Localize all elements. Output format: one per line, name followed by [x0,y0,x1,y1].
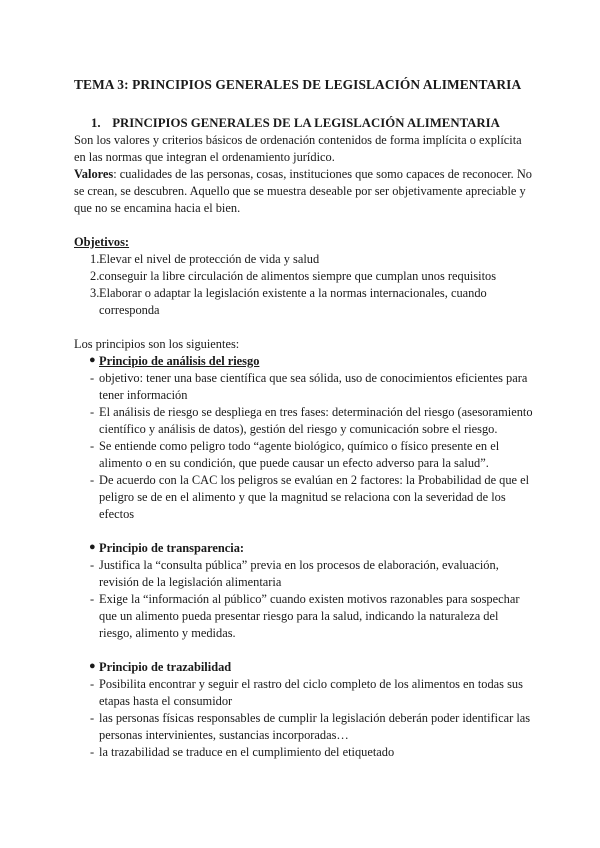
list-item: - la trazabilidad se traduce en el cumplimiento del etiquetado [90,745,395,759]
section-heading-text: PRINCIPIOS GENERALES DE LA LEGISLACIÓN ALIMENTARIA [112,116,500,130]
list-item: - objetivo: tener una base científica que sea sólida, uso de conocimientos eficientes para tener información [90,371,528,402]
list-item: - Justifica la “consulta pública” previa en los procesos de elaboración, evaluación, revisión de la legislación alimentaria [90,558,499,589]
document-page [74,76,534,761]
list-item: - De acuerdo con la CAC los peligros se evalúan en 2 factores: la Probabilidad de que el peligro se de en el alimento y que la magnitud se relaciona con la severidad de los efectos [90,473,530,521]
list-item: - las personas físicas responsables de cumplir la legislación deberán poder identificar las personas intervinientes, sustancias incorporadas… [90,711,531,742]
principle-riesgo-heading: ● Principio de análisis del riesgo [89,354,260,368]
list-item: 1. Elevar el nivel de protección de vida y salud [90,252,320,266]
list-item: - Posibilita encontrar y seguir el rastro del ciclo completo de los alimentos en todas sus etapas hasta el consumidor [90,677,523,708]
objetivos-heading [74,234,534,251]
list-item: - El análisis de riesgo se despliega en tres fases: determinación del riesgo (asesoramiento científico y análisis de datos), gestión del riesgo y comunicación sobre el riesgo. [90,405,533,436]
intro-paragraph: Son los valores y criterios básicos de ordenación contenidos de forma implícita o explícita en las normas que integran el ordenamiento jurídico. [74,133,522,164]
list-item: - Se entiende como peligro todo “agente biológico, químico o físico presente en el alimento o en su condición, que puede causar un efecto adverso para la salud”. [90,439,500,470]
document-title: TEMA 3: PRINCIPIOS GENERALES DE LEGISLACIÓN ALIMENTARIA [74,77,522,92]
objetivos-list [74,251,534,319]
list-item: 2. conseguir la libre circulación de alimentos siempre que cumplan unos requisitos [90,269,497,283]
section-number: 1. [91,116,101,130]
valores-label: Valores [74,167,114,181]
principle-transparencia-list [74,557,534,642]
bullet-icon: ● [89,660,96,672]
list-item: - Exige la “información al público” cuando existen motivos razonables para sospechar que un alimento pueda presentar riesgo para la salud, indicando la naturaleza del riesgo, alimento y medidas. [90,592,520,640]
valores-paragraph [74,166,534,217]
principle-riesgo-list [74,370,534,523]
principle-transparencia-heading: ● Principio de transparencia: [89,541,245,555]
objetivos-heading-text: Objetivos: [74,235,130,249]
bullet-icon: ● [89,354,96,366]
principios-intro: Los principios son los siguientes: [74,337,240,351]
principle-trazabilidad-list [74,676,534,761]
bullet-icon: ● [89,541,96,553]
section-heading [74,114,534,132]
list-item: 3. Elaborar o adaptar la legislación existente a la normas internacionales, cuando corresponda [90,286,487,317]
valores-text: : cualidades de las personas, cosas, instituciones que somo capaces de reconocer. No se crean, se descubren. Aquello que se muestra deseable por ser objetivamente apreciable y que no se encamina hacia el bien. [74,167,532,215]
principle-trazabilidad-heading: ● Principio de trazabilidad [89,660,232,674]
